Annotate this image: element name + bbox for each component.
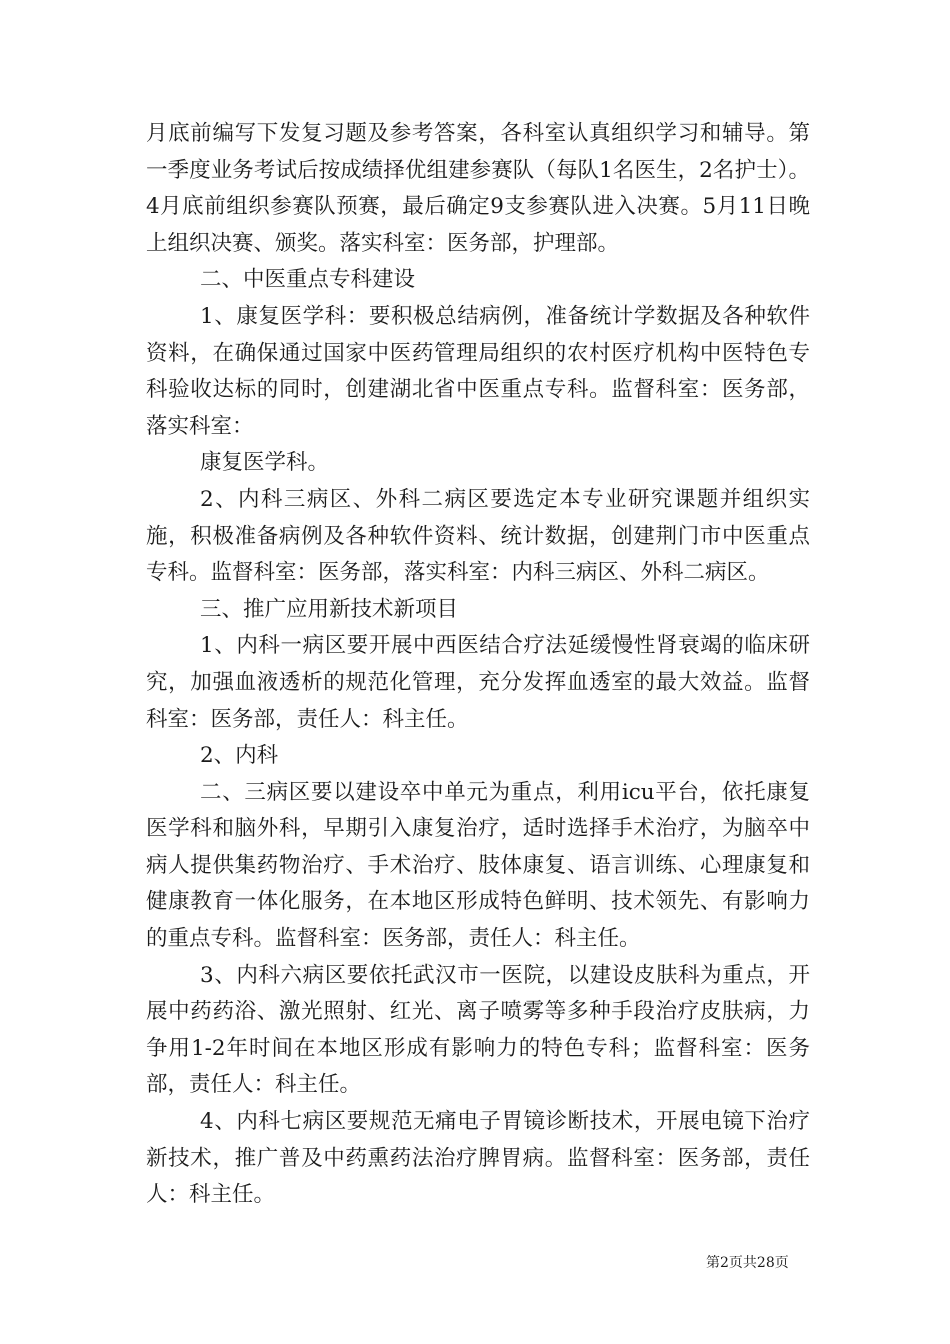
document-body — [146, 116, 810, 1214]
paragraph-internal-ward-2: 2、内科 — [200, 743, 279, 769]
paragraph-rehab-specialty: 1、康复医学科：要积极总结病例，准备统计学数据及各种软件资料，在确保通过国家中医药管理局组织的农村医疗机构中医特色专科验收达标的同时，创建湖北省中医重点专科。监督科室：医务部，落实科室： — [146, 303, 810, 439]
paragraph-internal-ward-1: 1、内科一病区要开展中西医结合疗法延缓慢性肾衰竭的临床研究，加强血液透析的规范化管理，充分发挥血透室的最大效益。监督科室：医务部，责任人：科主任。 — [146, 633, 810, 732]
paragraph-internal-ward-6: 3、内科六病区要依托武汉市一医院，以建设皮肤科为重点，开展中药药浴、激光照射、红光、离子喷雾等多种手段治疗皮肤病，力争用1-2年时间在本地区形成有影响力的特色专科；监督科室：医务部，责任人：科主任。 — [146, 962, 810, 1098]
paragraph-rehab-dept: 康复医学科。 — [200, 450, 330, 476]
paragraph-internal-surgical-wards: 2、内科三病区、外科二病区要选定本专业研究课题并组织实施，积极准备病例及各种软件资料、统计数据，创建荆门市中医重点专科。监督科室：医务部，落实科室：内科三病区、外科二病区。 — [146, 486, 810, 586]
section-heading-tcm-key-specialty: 二、中医重点专科建设 — [200, 267, 416, 293]
section-heading-new-technology: 三、推广应用新技术新项目 — [200, 596, 459, 622]
page-number-footer: 第2页共28页 — [706, 1255, 789, 1271]
paragraph-continuation: 月底前编写下发复习题及参考答案，各科室认真组织学习和辅导。第一季度业务考试后按成绩择优组建参赛队（每队1名医生，2名护士）。4月底前组织参赛队预赛，最后确定9支参赛队进入决赛。5月11日晚上组织决赛、颁奖。落实科室：医务部，护理部。 — [146, 121, 810, 256]
paragraph-stroke-unit: 二、三病区要以建设卒中单元为重点，利用icu平台，依托康复医学科和脑外科，早期引入康复治疗，适时选择手术治疗，为脑卒中病人提供集药物治疗、手术治疗、肢体康复、语言训练、心理康复和健康教育一体化服务，在本地区形成特色鲜明、技术领先、有影响力的重点专科。监督科室：医务部，责任人：科主任。 — [146, 779, 810, 952]
paragraph-internal-ward-7: 4、内科七病区要规范无痛电子胃镜诊断技术，开展电镜下治疗新技术，推广普及中药熏药法治疗脾胃病。监督科室：医务部，责任人：科主任。 — [146, 1109, 810, 1208]
